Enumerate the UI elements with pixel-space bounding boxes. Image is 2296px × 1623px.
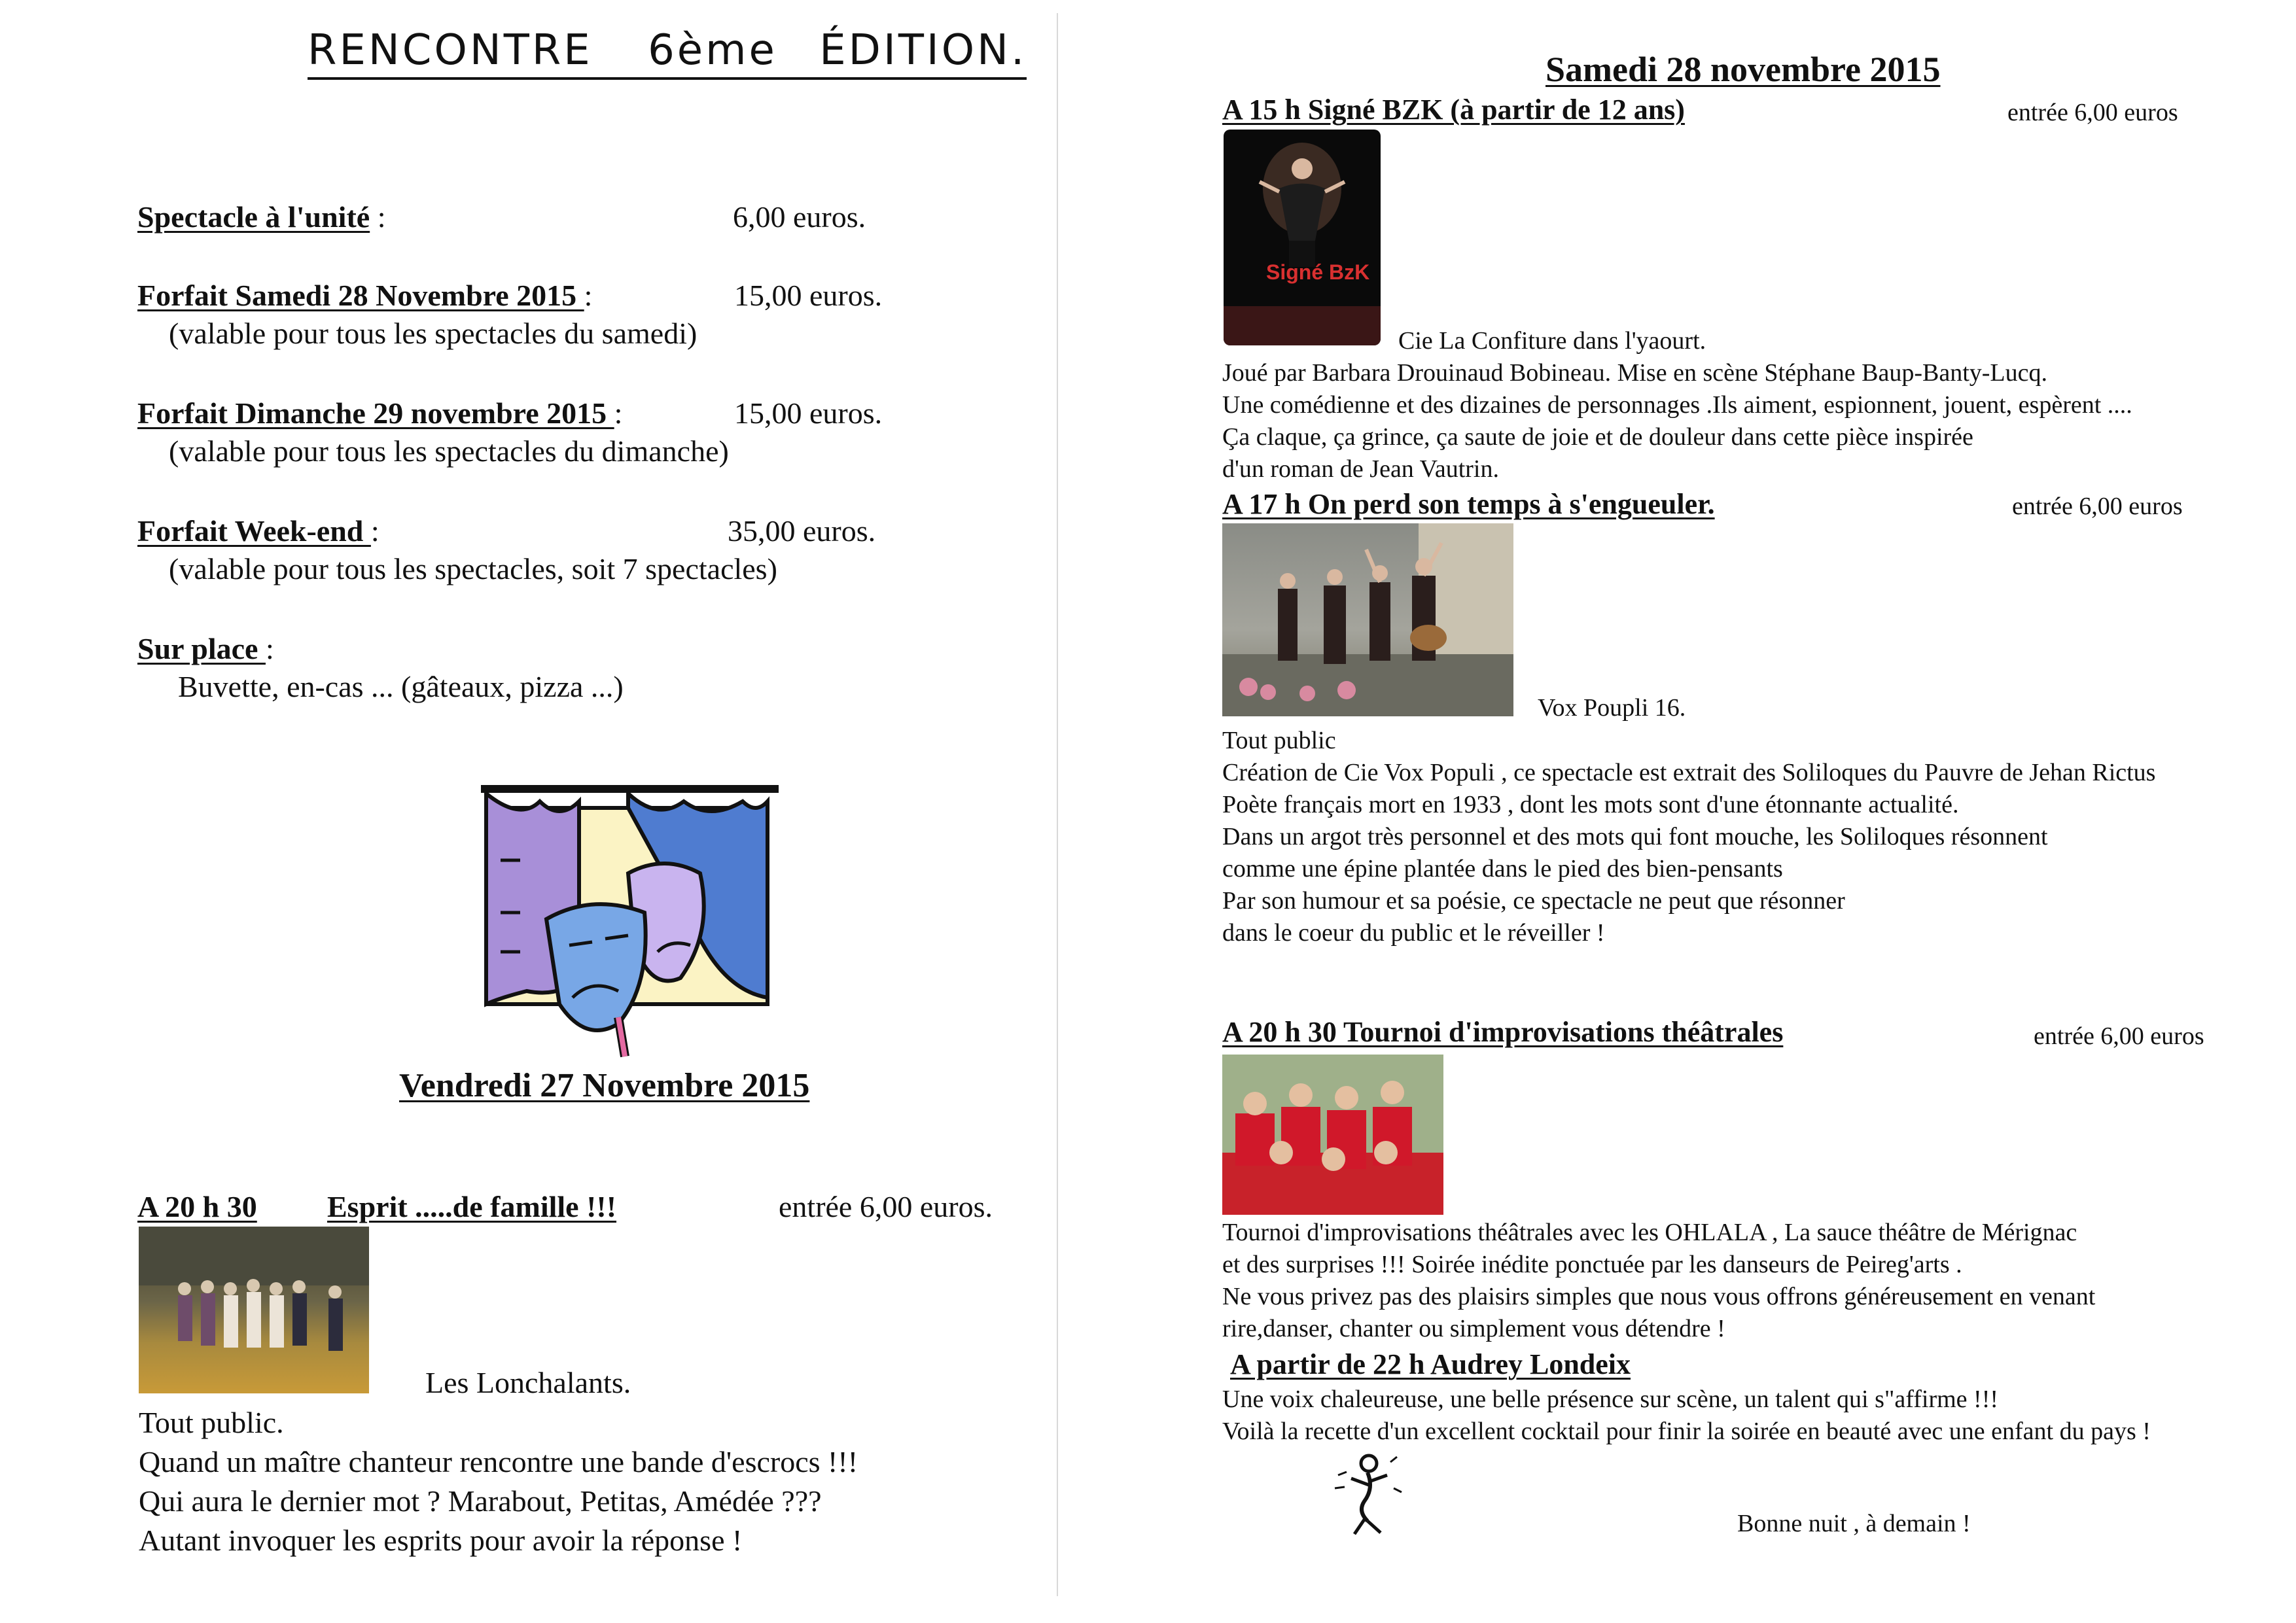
vox-populi-figures	[1222, 523, 1513, 716]
show-heading: A 20 h 30 Tournoi d'improvisations théâtrales	[1222, 1016, 1784, 1048]
show-desc-line: Une comédienne et des dizaines de personnages .Ils aiment, espionnent, jouent, espèrent ....	[1222, 391, 2132, 419]
show-desc-line: Poète français mort en 1933 , dont les mots sont d'une étonnante actualité.	[1222, 791, 1959, 818]
show-heading: A partir de 22 h Audrey Londeix	[1230, 1348, 1631, 1380]
show-price: entrée 6,00 euros	[2034, 1022, 2204, 1050]
price-row-unit	[137, 200, 385, 234]
signe-bzk-photo-caption: Signé BzK	[1266, 260, 1370, 284]
price-note: (valable pour tous les spectacles du samedi)	[169, 317, 698, 350]
show-company: Vox Poupli 16.	[1538, 694, 1686, 722]
show-desc-line: Une voix chaleureuse, une belle présence sur scène, un talent qui s"affirme !!!	[1222, 1386, 1998, 1413]
price-label: Forfait Samedi 28 Novembre 2015	[137, 279, 584, 312]
show-desc-line: comme une épine plantée dans le pied des bien-pensants	[1222, 855, 1783, 882]
vox-populi-photo	[1222, 523, 1513, 716]
show-desc-line: dans le coeur du public et le réveiller !	[1222, 919, 1605, 947]
price-amount: 15,00 euros.	[734, 396, 883, 430]
show-desc-line: Ça claque, ça grince, ça saute de joie et de douleur dans cette pièce inspirée	[1222, 423, 1973, 451]
sur-place-label	[137, 631, 274, 666]
friday-company: Les Lonchalants.	[425, 1366, 631, 1399]
page-divider	[1057, 13, 1058, 1596]
sur-place-text: Buvette, en-cas ... (gâteaux, pizza ...)	[178, 670, 624, 703]
show-desc-line: Par son humour et sa poésie, ce spectacle ne peut que résonner	[1222, 887, 1845, 915]
troupe-photo-figures	[139, 1227, 369, 1393]
friday-show-title: Esprit .....de famille !!!	[327, 1190, 617, 1223]
price-note: (valable pour tous les spectacles du dimanche)	[169, 434, 729, 468]
show-desc-line: et des surprises !!! Soirée inédite ponctuée par les danseurs de Peireg'arts .	[1222, 1251, 1962, 1278]
show-heading: A 15 h Signé BZK (à partir de 12 ans)	[1222, 94, 1685, 126]
price-colon: :	[584, 279, 593, 312]
friday-desc-line: Quand un maître chanteur rencontre une bande d'escrocs !!!	[139, 1445, 858, 1478]
show-desc-line: rire,danser, chanter ou simplement vous détendre !	[1222, 1315, 1725, 1342]
show-desc-line: Joué par Barbara Drouinaud Bobineau. Mise en scène Stéphane Baup-Banty-Lucq.	[1222, 359, 2047, 387]
sur-place-colon: :	[265, 632, 274, 665]
signe-bzk-photo	[1224, 130, 1381, 345]
ohlala-figures	[1222, 1055, 1443, 1215]
price-amount: 15,00 euros.	[734, 279, 883, 312]
price-row-sunday	[137, 396, 622, 430]
show-desc-line: Création de Cie Vox Populi , ce spectacle est extrait des Soliloques du Pauvre de Jehan Rictus	[1222, 759, 2156, 786]
show-price: entrée 6,00 euros	[2012, 493, 2183, 520]
price-amount: 35,00 euros.	[728, 514, 876, 548]
show-desc-line: Tournoi d'improvisations théâtrales avec les OHLALA , La sauce théâtre de Mérignac	[1222, 1219, 2077, 1246]
price-row-weekend	[137, 514, 380, 548]
friday-heading: Vendredi 27 Novembre 2015	[399, 1067, 810, 1104]
show-desc-line: Ne vous privez pas des plaisirs simples que nous vous offrons généreusement en venant	[1222, 1283, 2096, 1310]
price-colon: :	[614, 396, 623, 430]
show-desc-line: Voilà la recette d'un excellent cocktail pour finir la soirée en beauté avec une enfant du pays !	[1222, 1418, 2151, 1445]
friday-show-time: A 20 h 30	[137, 1190, 257, 1223]
price-row-saturday	[137, 278, 592, 313]
closing-text: Bonne nuit , à demain !	[1737, 1510, 1971, 1537]
friday-desc-line: Autant invoquer les esprits pour avoir la réponse !	[139, 1524, 743, 1557]
show-price: entrée 6,00 euros	[2007, 99, 2178, 126]
troupe-photo	[139, 1227, 369, 1393]
show-company: Cie La Confiture dans l'yaourt.	[1398, 327, 1706, 355]
title-word-edition: ÉDITION.	[819, 26, 1027, 75]
show-heading: A 17 h On perd son temps à s'engueuler.	[1222, 488, 1715, 520]
ohlala-photo	[1222, 1055, 1443, 1215]
title-word-rencontre: RENCONTRE	[308, 26, 593, 75]
show-desc-line: Tout public	[1222, 727, 1336, 754]
saturday-heading: Samedi 28 novembre 2015	[1545, 50, 1941, 89]
price-note: (valable pour tous les spectacles, soit 7 spectacles)	[169, 552, 777, 585]
price-colon: :	[370, 200, 386, 234]
price-label: Forfait Dimanche 29 novembre 2015	[137, 396, 614, 430]
signe-bzk-figure	[1224, 130, 1381, 345]
friday-show-price: entrée 6,00 euros.	[779, 1190, 993, 1223]
price-amount: 6,00 euros.	[733, 200, 866, 234]
friday-desc-line: Qui aura le dernier mot ? Marabout, Petitas, Amédée ???	[139, 1484, 822, 1518]
price-label: Spectacle à l'unité	[137, 200, 370, 234]
show-desc-line: d'un roman de Jean Vautrin.	[1222, 455, 1499, 483]
edition-title	[308, 26, 1027, 80]
title-word-edition-number: 6ème	[648, 26, 777, 75]
price-colon: :	[370, 514, 380, 548]
show-desc-line: Dans un argot très personnel et des mots qui font mouche, les Soliloques résonnent	[1222, 823, 2048, 850]
theater-masks-illustration	[481, 782, 782, 1063]
sur-place-heading: Sur place	[137, 632, 266, 665]
dancing-figure-icon	[1328, 1449, 1407, 1541]
price-label: Forfait Week-end	[137, 514, 371, 548]
friday-desc-line: Tout public.	[139, 1406, 284, 1439]
